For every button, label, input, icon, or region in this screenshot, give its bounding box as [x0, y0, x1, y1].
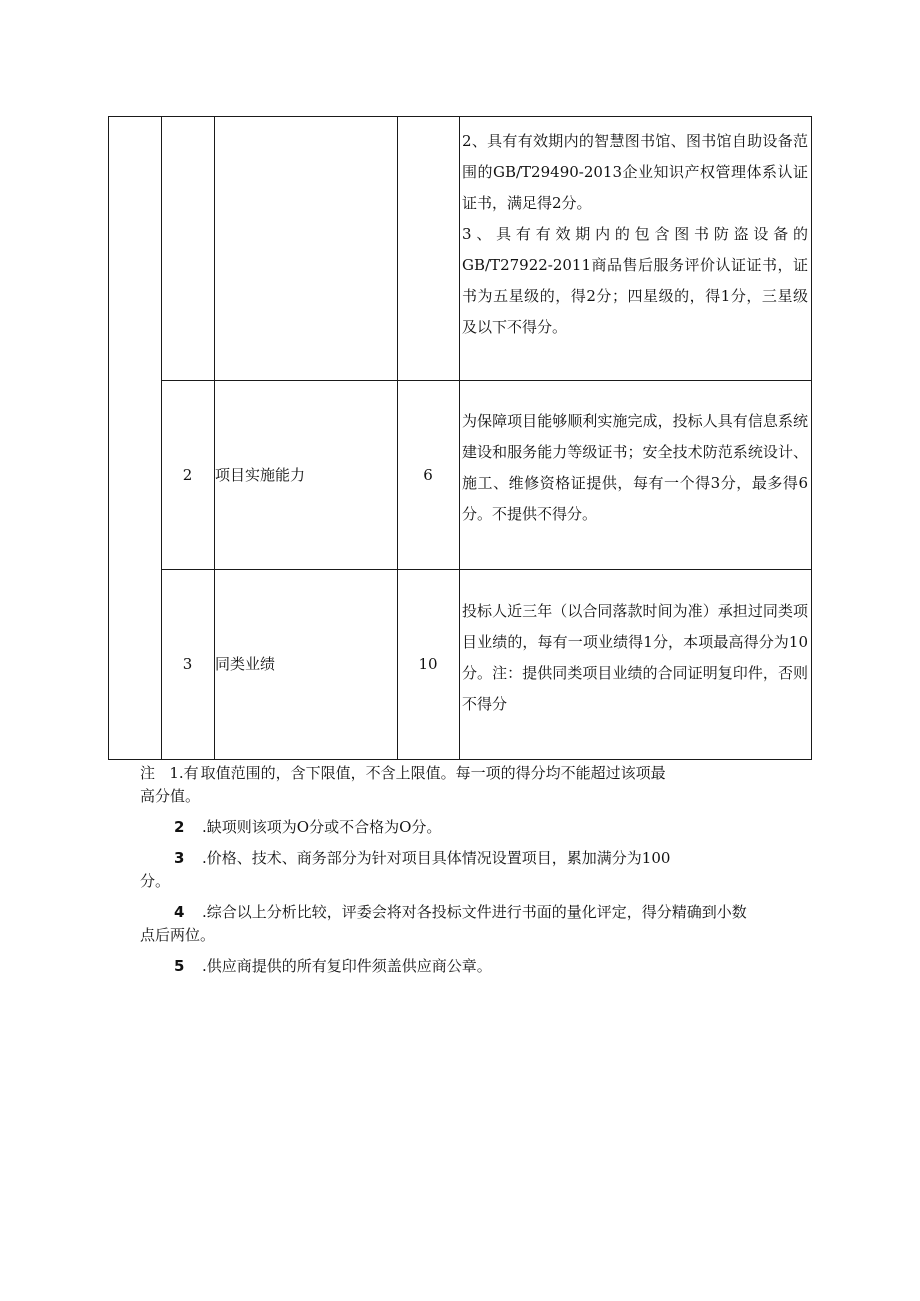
note-1-continuation: 高分值。 — [140, 787, 201, 805]
row-item: 项目实施能力 — [215, 466, 306, 484]
row-number: 3 — [182, 655, 193, 673]
note-number: 2 — [174, 818, 185, 836]
table-border-bottom — [108, 759, 812, 760]
note-number: 1.有 — [169, 764, 199, 782]
note-3 — [140, 847, 812, 870]
note-2 — [140, 816, 812, 839]
row-item: 同类业绩 — [215, 655, 276, 673]
note-text: .供应商提供的所有复印件须盖供应商公章。 — [202, 957, 492, 975]
note-5 — [140, 955, 812, 978]
note-number: 5 — [174, 957, 185, 975]
scoring-table — [108, 116, 812, 760]
table-border-left — [108, 116, 109, 760]
note-1 — [140, 762, 812, 785]
criteria-text: 为保障项目能够顺利实施完成，投标人具有信息系统建设和服务能力等级证书；安全技术防范系统设计、施工、维修资格证提供，每有一个得3分，最多得6分。不提供不得分。 — [462, 412, 808, 523]
table-row — [462, 126, 808, 343]
row-number: 2 — [182, 466, 193, 484]
note-text: 取值范围的，含下限值，不含上限值。每一项的得分均不能超过该项最 — [200, 764, 666, 782]
row-score: 6 — [423, 466, 433, 484]
table-row-divider — [161, 569, 812, 570]
note-text: .综合以上分析比较，评委会将对各投标文件进行书面的量化评定，得分精确到小数 — [202, 903, 747, 921]
table-divider — [459, 116, 460, 760]
note-prefix: 注 — [140, 764, 156, 782]
table-border-top — [108, 116, 812, 117]
table-row-divider — [161, 380, 812, 381]
note-number: 3 — [174, 849, 185, 867]
note-text: .缺项则该项为O分或不合格为O分。 — [202, 818, 442, 836]
note-text: .价格、技术、商务部分为针对项目具体情况设置项目，累加满分为100 — [202, 849, 671, 867]
note-3-continuation: 分。 — [140, 872, 171, 890]
notes-section — [140, 762, 812, 978]
note-number: 4 — [174, 903, 185, 921]
note-4 — [140, 901, 812, 924]
criteria-text: 3、具有有效期内的包含图书防盗设备的GB/T27922-2011商品售后服务评价认证证书，证书为五星级的，得2分；四星级的，得1分，三星级及以下不得分。 — [462, 225, 808, 336]
criteria-text: 2、具有有效期内的智慧图书馆、图书馆自助设备范围的GB/T29490-2013企业知识产权管理体系认证证书，满足得2分。 — [462, 132, 808, 212]
table-border-right — [811, 116, 812, 760]
criteria-text: 投标人近三年（以合同落款时间为准）承担过同类项目业绩的，每有一项业绩得1分，本项最高得分为10分。注：提供同类项目业绩的合同证明复印件，否则不得分 — [462, 602, 808, 713]
note-4-continuation: 点后两位。 — [140, 926, 216, 944]
table-row — [462, 596, 808, 720]
row-score: 10 — [418, 655, 438, 673]
table-row — [462, 406, 808, 530]
